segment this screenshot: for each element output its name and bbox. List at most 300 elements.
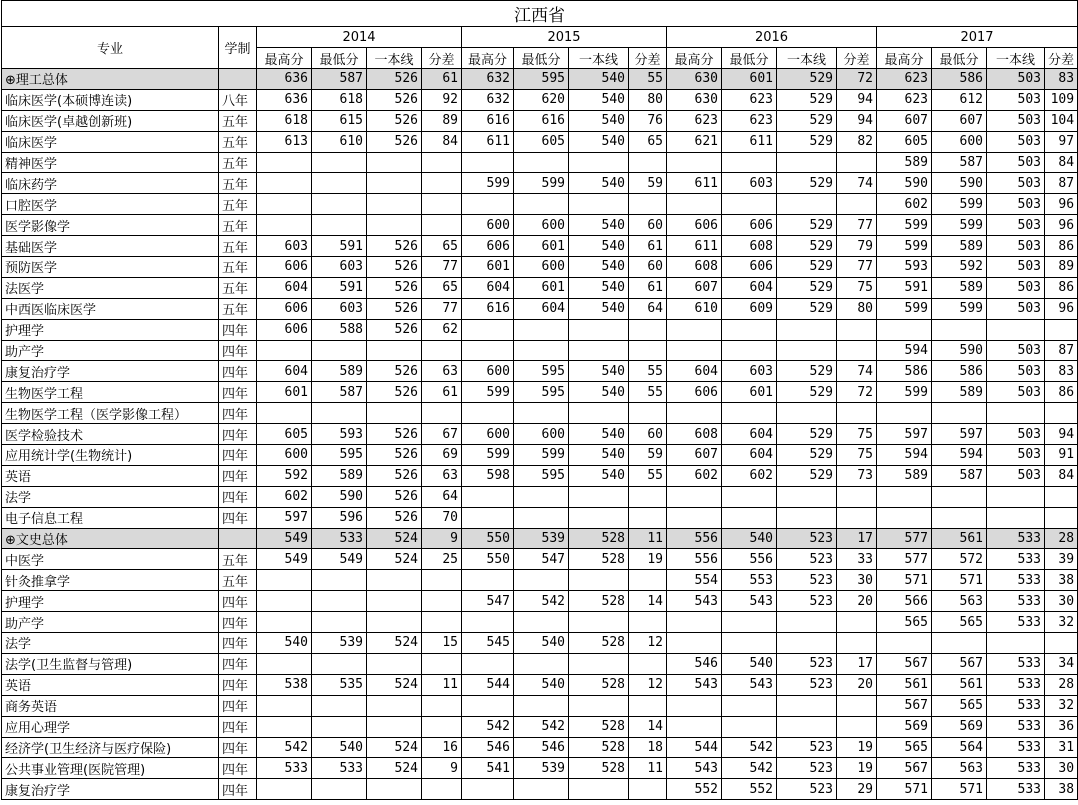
min-score-cell: 587 xyxy=(932,465,987,486)
line-score-cell: 528 xyxy=(569,591,629,612)
line-score-cell: 526 xyxy=(367,110,422,131)
diff-cell: 80 xyxy=(837,298,877,319)
min-score-cell: 561 xyxy=(932,528,987,549)
line-score-cell: 533 xyxy=(987,549,1045,570)
diff-cell xyxy=(629,507,667,528)
group-total-row[interactable] xyxy=(2,69,1078,90)
diff-cell xyxy=(837,319,877,340)
table-row xyxy=(2,298,1078,319)
min-score-cell: 587 xyxy=(932,152,987,173)
diff-cell: 55 xyxy=(629,361,667,382)
admission-score-table xyxy=(1,0,1078,800)
max-score-cell: 594 xyxy=(877,445,932,466)
line-score-cell: 526 xyxy=(367,89,422,110)
col-header-min: 最低分 xyxy=(722,48,777,69)
min-score-cell: 533 xyxy=(312,528,367,549)
line-score-cell: 529 xyxy=(777,110,837,131)
major-cell: 应用统计学(生物统计) xyxy=(2,445,219,466)
min-score-cell xyxy=(312,152,367,173)
min-score-cell xyxy=(722,194,777,215)
min-score-cell: 599 xyxy=(932,194,987,215)
diff-cell: 84 xyxy=(422,131,462,152)
line-score-cell: 503 xyxy=(987,298,1045,319)
diff-cell: 87 xyxy=(1045,173,1078,194)
line-score-cell: 528 xyxy=(569,674,629,695)
diff-cell: 60 xyxy=(629,257,667,278)
line-score-cell: 540 xyxy=(569,257,629,278)
max-score-cell: 543 xyxy=(667,758,722,779)
diff-cell: 77 xyxy=(837,257,877,278)
diff-cell: 63 xyxy=(422,465,462,486)
diff-cell xyxy=(837,507,877,528)
diff-cell xyxy=(1045,403,1078,424)
min-score-cell xyxy=(312,215,367,236)
col-header-line: 一本线 xyxy=(569,48,629,69)
line-score-cell: 526 xyxy=(367,319,422,340)
line-score-cell: 540 xyxy=(569,89,629,110)
max-score-cell: 577 xyxy=(877,549,932,570)
line-score-cell xyxy=(777,152,837,173)
min-score-cell: 595 xyxy=(514,382,569,403)
max-score-cell xyxy=(877,403,932,424)
max-score-cell: 636 xyxy=(257,89,312,110)
line-score-cell: 529 xyxy=(777,215,837,236)
line-score-cell: 524 xyxy=(367,737,422,758)
diff-cell: 36 xyxy=(1045,716,1078,737)
max-score-cell: 599 xyxy=(462,173,514,194)
min-score-cell: 571 xyxy=(932,570,987,591)
max-score-cell: 607 xyxy=(877,110,932,131)
max-score-cell xyxy=(462,612,514,633)
min-score-cell: 591 xyxy=(312,277,367,298)
max-score-cell: 592 xyxy=(257,465,312,486)
table-row xyxy=(2,319,1078,340)
duration-cell: 四年 xyxy=(219,695,257,716)
line-score-cell: 540 xyxy=(569,215,629,236)
line-score-cell: 524 xyxy=(367,528,422,549)
diff-cell: 39 xyxy=(1045,549,1078,570)
max-score-cell: 599 xyxy=(462,445,514,466)
min-score-cell: 533 xyxy=(312,758,367,779)
min-score-cell: 564 xyxy=(932,737,987,758)
line-score-cell xyxy=(569,653,629,674)
line-score-cell: 524 xyxy=(367,633,422,654)
diff-cell: 17 xyxy=(837,528,877,549)
diff-cell: 72 xyxy=(837,382,877,403)
diff-cell: 74 xyxy=(837,173,877,194)
major-cell: 口腔医学 xyxy=(2,194,219,215)
major-cell: 生物医学工程 xyxy=(2,382,219,403)
line-score-cell xyxy=(987,403,1045,424)
max-score-cell: 549 xyxy=(257,549,312,570)
min-score-cell xyxy=(514,695,569,716)
min-score-cell xyxy=(722,507,777,528)
max-score-cell: 616 xyxy=(462,298,514,319)
major-cell: 英语 xyxy=(2,465,219,486)
max-score-cell: 546 xyxy=(667,653,722,674)
diff-cell: 61 xyxy=(422,382,462,403)
max-score-cell: 602 xyxy=(877,194,932,215)
max-score-cell: 556 xyxy=(667,549,722,570)
major-cell: 基础医学 xyxy=(2,236,219,257)
line-score-cell xyxy=(367,570,422,591)
max-score-cell: 590 xyxy=(877,173,932,194)
max-score-cell: 632 xyxy=(462,69,514,90)
diff-cell: 17 xyxy=(837,653,877,674)
min-score-cell xyxy=(312,570,367,591)
diff-cell: 94 xyxy=(837,89,877,110)
table-row xyxy=(2,674,1078,695)
max-score-cell xyxy=(462,194,514,215)
max-score-cell xyxy=(667,633,722,654)
max-score-cell: 601 xyxy=(257,382,312,403)
line-score-cell: 524 xyxy=(367,674,422,695)
max-score-cell: 607 xyxy=(667,445,722,466)
min-score-cell: 567 xyxy=(932,653,987,674)
line-score-cell: 528 xyxy=(569,633,629,654)
diff-cell: 96 xyxy=(1045,194,1078,215)
table-row xyxy=(2,591,1078,612)
min-score-cell: 552 xyxy=(722,779,777,800)
table-row xyxy=(2,236,1078,257)
diff-cell: 63 xyxy=(422,361,462,382)
line-score-cell: 529 xyxy=(777,89,837,110)
diff-cell: 84 xyxy=(1045,152,1078,173)
max-score-cell xyxy=(462,570,514,591)
line-score-cell xyxy=(367,340,422,361)
col-header-max: 最高分 xyxy=(257,48,312,69)
max-score-cell xyxy=(877,507,932,528)
max-score-cell: 599 xyxy=(462,382,514,403)
major-cell: 医学影像学 xyxy=(2,215,219,236)
diff-cell: 29 xyxy=(837,779,877,800)
max-score-cell: 611 xyxy=(667,236,722,257)
max-score-cell: 604 xyxy=(257,361,312,382)
diff-cell: 75 xyxy=(837,277,877,298)
min-score-cell: 604 xyxy=(514,298,569,319)
duration-cell: 五年 xyxy=(219,152,257,173)
table-row xyxy=(2,403,1078,424)
min-score-cell: 605 xyxy=(514,131,569,152)
min-score-cell: 546 xyxy=(514,737,569,758)
duration-cell: 四年 xyxy=(219,737,257,758)
duration-cell: 四年 xyxy=(219,382,257,403)
col-header-line: 一本线 xyxy=(777,48,837,69)
diff-cell: 96 xyxy=(1045,298,1078,319)
diff-cell: 19 xyxy=(837,737,877,758)
line-score-cell: 529 xyxy=(777,424,837,445)
table-row xyxy=(2,695,1078,716)
min-score-cell xyxy=(312,194,367,215)
min-score-cell: 601 xyxy=(722,382,777,403)
diff-cell: 38 xyxy=(1045,570,1078,591)
major-cell: 临床医学 xyxy=(2,131,219,152)
major-cell: 经济学(卫生经济与医疗保险) xyxy=(2,737,219,758)
major-cell: 康复治疗学 xyxy=(2,779,219,800)
line-score-cell: 503 xyxy=(987,424,1045,445)
min-score-cell: 606 xyxy=(722,257,777,278)
min-score-cell: 587 xyxy=(312,382,367,403)
diff-cell: 82 xyxy=(837,131,877,152)
diff-cell: 20 xyxy=(837,591,877,612)
min-score-cell xyxy=(722,716,777,737)
line-score-cell: 540 xyxy=(569,298,629,319)
max-score-cell: 542 xyxy=(462,716,514,737)
max-score-cell: 554 xyxy=(667,570,722,591)
diff-cell xyxy=(629,779,667,800)
duration-cell xyxy=(219,69,257,90)
table-row xyxy=(2,277,1078,298)
duration-cell: 五年 xyxy=(219,549,257,570)
diff-cell: 77 xyxy=(422,257,462,278)
max-score-cell: 613 xyxy=(257,131,312,152)
min-score-cell: 543 xyxy=(722,591,777,612)
line-score-cell xyxy=(777,695,837,716)
min-score-cell: 610 xyxy=(312,131,367,152)
table-row xyxy=(2,110,1078,131)
max-score-cell xyxy=(667,612,722,633)
major-cell: 法学(卫生监督与管理) xyxy=(2,653,219,674)
diff-cell: 77 xyxy=(422,298,462,319)
diff-cell xyxy=(629,194,667,215)
col-header-diff: 分差 xyxy=(1045,48,1078,69)
diff-cell: 61 xyxy=(422,69,462,90)
diff-cell: 11 xyxy=(422,674,462,695)
max-score-cell: 547 xyxy=(462,591,514,612)
max-score-cell: 608 xyxy=(667,424,722,445)
line-score-cell: 503 xyxy=(987,236,1045,257)
major-cell: 法医学 xyxy=(2,277,219,298)
diff-cell: 14 xyxy=(629,591,667,612)
diff-cell xyxy=(422,403,462,424)
table-row xyxy=(2,445,1078,466)
major-cell: 临床医学(卓越创新班) xyxy=(2,110,219,131)
diff-cell: 83 xyxy=(1045,361,1078,382)
table-row xyxy=(2,507,1078,528)
max-score-cell: 571 xyxy=(877,779,932,800)
min-score-cell: 590 xyxy=(312,486,367,507)
max-score-cell: 623 xyxy=(877,89,932,110)
min-score-cell xyxy=(514,152,569,173)
line-score-cell: 529 xyxy=(777,298,837,319)
diff-cell xyxy=(837,340,877,361)
max-score-cell xyxy=(667,319,722,340)
min-score-cell: 612 xyxy=(932,89,987,110)
max-score-cell: 591 xyxy=(877,277,932,298)
min-score-cell xyxy=(932,486,987,507)
min-score-cell: 539 xyxy=(514,758,569,779)
line-score-cell: 533 xyxy=(987,653,1045,674)
diff-cell xyxy=(422,695,462,716)
diff-cell: 91 xyxy=(1045,445,1078,466)
min-score-cell: 600 xyxy=(514,257,569,278)
diff-cell: 80 xyxy=(629,89,667,110)
line-score-cell: 523 xyxy=(777,758,837,779)
duration-header: 学制 xyxy=(219,27,257,69)
diff-cell: 77 xyxy=(837,215,877,236)
max-score-cell xyxy=(257,152,312,173)
line-score-cell: 540 xyxy=(569,131,629,152)
line-score-cell: 503 xyxy=(987,277,1045,298)
line-score-cell xyxy=(777,194,837,215)
max-score-cell xyxy=(462,152,514,173)
max-score-cell xyxy=(667,340,722,361)
line-score-cell: 529 xyxy=(777,277,837,298)
duration-cell: 四年 xyxy=(219,758,257,779)
diff-cell: 11 xyxy=(629,758,667,779)
major-cell: 商务英语 xyxy=(2,695,219,716)
line-score-cell: 526 xyxy=(367,507,422,528)
min-score-cell: 556 xyxy=(722,549,777,570)
max-score-cell: 541 xyxy=(462,758,514,779)
table-row xyxy=(2,486,1078,507)
min-score-cell: 600 xyxy=(514,424,569,445)
min-score-cell: 600 xyxy=(932,131,987,152)
col-header-min: 最低分 xyxy=(514,48,569,69)
line-score-cell: 529 xyxy=(777,236,837,257)
line-score-cell: 533 xyxy=(987,674,1045,695)
duration-cell xyxy=(219,528,257,549)
max-score-cell: 594 xyxy=(877,340,932,361)
min-score-cell xyxy=(514,403,569,424)
major-cell: ⊕文史总体 xyxy=(2,528,219,549)
line-score-cell: 503 xyxy=(987,194,1045,215)
max-score-cell xyxy=(257,591,312,612)
max-score-cell: 599 xyxy=(877,382,932,403)
line-score-cell: 528 xyxy=(569,716,629,737)
duration-cell: 四年 xyxy=(219,612,257,633)
line-score-cell xyxy=(569,612,629,633)
line-score-cell: 526 xyxy=(367,361,422,382)
duration-cell: 四年 xyxy=(219,340,257,361)
line-score-cell xyxy=(569,152,629,173)
max-score-cell: 616 xyxy=(462,110,514,131)
line-score-cell xyxy=(777,403,837,424)
max-score-cell xyxy=(257,215,312,236)
line-score-cell: 526 xyxy=(367,486,422,507)
max-score-cell: 567 xyxy=(877,695,932,716)
diff-cell xyxy=(1045,486,1078,507)
min-score-cell: 591 xyxy=(312,236,367,257)
diff-cell: 18 xyxy=(629,737,667,758)
line-score-cell: 526 xyxy=(367,277,422,298)
year-header-2016: 2016 xyxy=(667,27,877,48)
max-score-cell: 545 xyxy=(462,633,514,654)
diff-cell xyxy=(422,779,462,800)
min-score-cell xyxy=(312,173,367,194)
min-score-cell xyxy=(312,779,367,800)
line-score-cell xyxy=(569,319,629,340)
line-score-cell xyxy=(987,507,1045,528)
duration-cell: 五年 xyxy=(219,194,257,215)
max-score-cell: 630 xyxy=(667,69,722,90)
diff-cell: 15 xyxy=(422,633,462,654)
min-score-cell: 540 xyxy=(722,528,777,549)
line-score-cell: 503 xyxy=(987,445,1045,466)
diff-cell: 59 xyxy=(629,173,667,194)
max-score-cell: 599 xyxy=(877,215,932,236)
min-score-cell xyxy=(514,570,569,591)
table-row xyxy=(2,131,1078,152)
min-score-cell: 623 xyxy=(722,110,777,131)
min-score-cell: 599 xyxy=(932,298,987,319)
diff-cell xyxy=(629,340,667,361)
min-score-cell: 608 xyxy=(722,236,777,257)
max-score-cell xyxy=(462,340,514,361)
line-score-cell xyxy=(987,486,1045,507)
group-total-row[interactable] xyxy=(2,528,1078,549)
max-score-cell: 544 xyxy=(667,737,722,758)
line-score-cell: 526 xyxy=(367,69,422,90)
max-score-cell: 540 xyxy=(257,633,312,654)
diff-cell xyxy=(422,215,462,236)
line-score-cell: 533 xyxy=(987,716,1045,737)
max-score-cell: 604 xyxy=(257,277,312,298)
max-score-cell: 569 xyxy=(877,716,932,737)
min-score-cell: 589 xyxy=(312,465,367,486)
diff-cell: 28 xyxy=(1045,674,1078,695)
year-header-2014: 2014 xyxy=(257,27,462,48)
min-score-cell xyxy=(514,779,569,800)
max-score-cell: 636 xyxy=(257,69,312,90)
diff-cell: 67 xyxy=(422,424,462,445)
line-score-cell: 533 xyxy=(987,591,1045,612)
min-score-cell: 601 xyxy=(722,69,777,90)
max-score-cell: 597 xyxy=(877,424,932,445)
min-score-cell: 542 xyxy=(514,716,569,737)
diff-cell: 104 xyxy=(1045,110,1078,131)
line-score-cell: 503 xyxy=(987,361,1045,382)
line-score-cell xyxy=(569,194,629,215)
max-score-cell: 571 xyxy=(877,570,932,591)
line-score-cell: 503 xyxy=(987,110,1045,131)
line-score-cell xyxy=(367,173,422,194)
line-score-cell xyxy=(987,633,1045,654)
line-score-cell: 529 xyxy=(777,257,837,278)
diff-cell: 92 xyxy=(422,89,462,110)
duration-cell: 四年 xyxy=(219,445,257,466)
min-score-cell: 601 xyxy=(514,236,569,257)
diff-cell: 86 xyxy=(1045,382,1078,403)
diff-cell xyxy=(629,653,667,674)
max-score-cell: 561 xyxy=(877,674,932,695)
diff-cell xyxy=(422,194,462,215)
line-score-cell: 526 xyxy=(367,257,422,278)
min-score-cell: 561 xyxy=(932,674,987,695)
min-score-cell xyxy=(932,507,987,528)
col-header-max: 最高分 xyxy=(877,48,932,69)
line-score-cell: 503 xyxy=(987,340,1045,361)
diff-cell: 32 xyxy=(1045,612,1078,633)
line-score-cell xyxy=(777,633,837,654)
max-score-cell: 607 xyxy=(667,277,722,298)
max-score-cell: 543 xyxy=(667,674,722,695)
min-score-cell: 543 xyxy=(722,674,777,695)
diff-cell: 83 xyxy=(1045,69,1078,90)
min-score-cell: 604 xyxy=(722,424,777,445)
min-score-cell: 596 xyxy=(312,507,367,528)
table-row xyxy=(2,424,1078,445)
max-score-cell: 606 xyxy=(257,257,312,278)
line-score-cell: 528 xyxy=(569,549,629,570)
max-score-cell: 544 xyxy=(462,674,514,695)
table-title: 江西省 xyxy=(2,1,1078,27)
major-cell: ⊕理工总体 xyxy=(2,69,219,90)
max-score-cell xyxy=(877,319,932,340)
min-score-cell: 565 xyxy=(932,612,987,633)
max-score-cell: 605 xyxy=(257,424,312,445)
min-score-cell: 607 xyxy=(932,110,987,131)
